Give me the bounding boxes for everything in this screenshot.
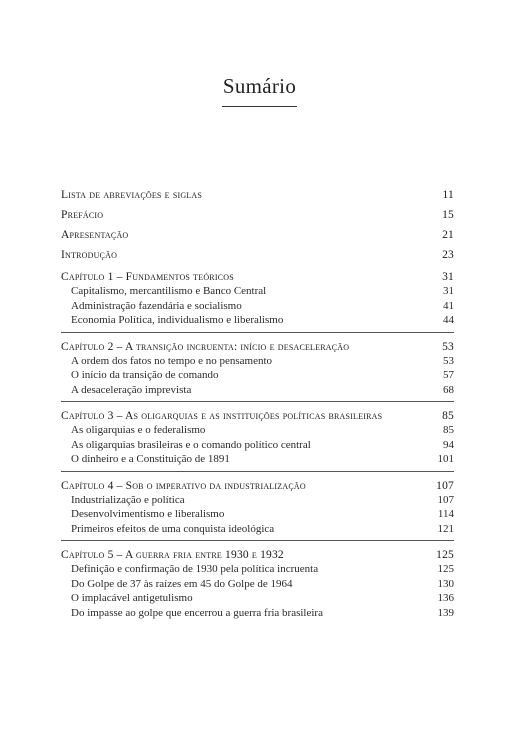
section-label: A ordem dos fatos no tempo e no pensamento xyxy=(71,354,273,367)
section-page: 41 xyxy=(443,299,454,312)
toc-section[interactable] xyxy=(61,452,454,467)
chapter-divider xyxy=(61,540,454,541)
section-label: Economia Política, individualismo e liberalismo xyxy=(71,314,284,326)
section-page: 68 xyxy=(443,383,454,396)
toc-entry-label: Prefácio xyxy=(61,209,104,221)
toc-section[interactable] xyxy=(61,438,454,453)
section-label: Administração fazendária e socialismo xyxy=(71,299,242,312)
section-page: 101 xyxy=(437,453,454,465)
section-page: 107 xyxy=(437,493,454,506)
chapter-label: Capítulo 4 – Sob o imperativo da industrialização xyxy=(61,479,306,492)
toc-section[interactable] xyxy=(61,606,454,621)
chapter-page: 107 xyxy=(436,479,454,492)
section-page: 121 xyxy=(437,522,454,535)
toc-section[interactable] xyxy=(61,577,454,592)
title-underline xyxy=(222,106,297,107)
toc-section[interactable] xyxy=(61,368,454,383)
section-label: Desenvolvimentismo e liberalismo xyxy=(71,508,225,520)
section-page: 136 xyxy=(437,592,454,604)
chapter-page: 85 xyxy=(442,410,454,422)
toc-entry-introduction[interactable] xyxy=(61,248,454,262)
toc-section[interactable] xyxy=(61,562,454,577)
section-page: 53 xyxy=(443,354,454,367)
toc-entry-label: Apresentação xyxy=(61,229,129,241)
chapter-page: 31 xyxy=(442,271,454,283)
section-label: Primeiros efeitos de uma conquista ideológica xyxy=(71,522,275,535)
toc-entry-label: Introdução xyxy=(61,249,118,261)
toc-section[interactable] xyxy=(61,284,454,299)
section-label: Do Golpe de 37 às raízes em 45 do Golpe de 1964 xyxy=(71,577,293,590)
section-label: Definição e confirmação de 1930 pela política incruenta xyxy=(71,563,319,575)
toc-entry-page: 11 xyxy=(442,189,454,201)
section-page: 114 xyxy=(437,508,454,520)
toc-section[interactable] xyxy=(61,299,454,314)
toc-chapter-4[interactable] xyxy=(61,479,454,493)
section-label: As oligarquias e o federalismo xyxy=(71,424,206,436)
toc-chapter-2[interactable] xyxy=(61,340,454,354)
section-label: Capitalismo, mercantilismo e Banco Central xyxy=(71,285,267,297)
section-label: Industrialização e política xyxy=(71,493,185,506)
table-of-contents xyxy=(61,188,454,620)
section-page: 31 xyxy=(443,285,454,297)
section-page: 94 xyxy=(443,438,454,451)
section-page: 85 xyxy=(443,424,454,436)
chapter-divider xyxy=(61,401,454,402)
chapter-divider xyxy=(61,471,454,472)
toc-section[interactable] xyxy=(61,591,454,606)
section-page: 125 xyxy=(437,563,454,575)
toc-section[interactable] xyxy=(61,493,454,508)
toc-entry-abbreviations[interactable] xyxy=(61,188,454,202)
toc-section[interactable] xyxy=(61,423,454,438)
toc-entry-page: 21 xyxy=(442,229,454,241)
section-label: O dinheiro e a Constituição de 1891 xyxy=(71,453,230,465)
toc-chapter-5[interactable] xyxy=(61,548,454,562)
toc-chapter-1[interactable] xyxy=(61,270,454,284)
chapter-divider xyxy=(61,332,454,333)
section-label: O implacável antigetulismo xyxy=(71,592,193,604)
toc-entry-label: Lista de abreviações e siglas xyxy=(61,189,203,201)
toc-entry-page: 15 xyxy=(442,209,454,221)
section-page: 44 xyxy=(443,314,454,326)
section-label: O início da transição de comando xyxy=(71,369,219,381)
chapter-label: Capítulo 5 – A guerra fria entre 1930 e 1932 xyxy=(61,549,284,561)
section-label: A desaceleração imprevista xyxy=(71,383,192,396)
section-label: As oligarquias brasileiras e o comando político central xyxy=(71,438,311,451)
toc-section[interactable] xyxy=(61,313,454,328)
chapter-page: 53 xyxy=(442,340,454,353)
toc-section[interactable] xyxy=(61,383,454,398)
page-title: Sumário xyxy=(222,74,297,98)
toc-entry-preface[interactable] xyxy=(61,208,454,222)
toc-chapter-3[interactable] xyxy=(61,409,454,423)
section-page: 139 xyxy=(437,606,454,619)
chapter-label: Capítulo 3 – As oligarquias e as instituições políticas brasileiras xyxy=(61,410,383,422)
toc-entry-presentation[interactable] xyxy=(61,228,454,242)
chapter-label: Capítulo 1 – Fundamentos teóricos xyxy=(61,271,234,283)
chapter-label: Capítulo 2 – A transição incruenta: início e desaceleração xyxy=(61,340,350,353)
section-page: 57 xyxy=(443,369,454,381)
section-page: 130 xyxy=(437,577,454,590)
toc-section[interactable] xyxy=(61,522,454,537)
chapter-page: 125 xyxy=(436,549,454,561)
section-label: Do impasse ao golpe que encerrou a guerra fria brasileira xyxy=(71,606,323,619)
toc-entry-page: 23 xyxy=(442,249,454,261)
toc-section[interactable] xyxy=(61,507,454,522)
toc-section[interactable] xyxy=(61,354,454,369)
